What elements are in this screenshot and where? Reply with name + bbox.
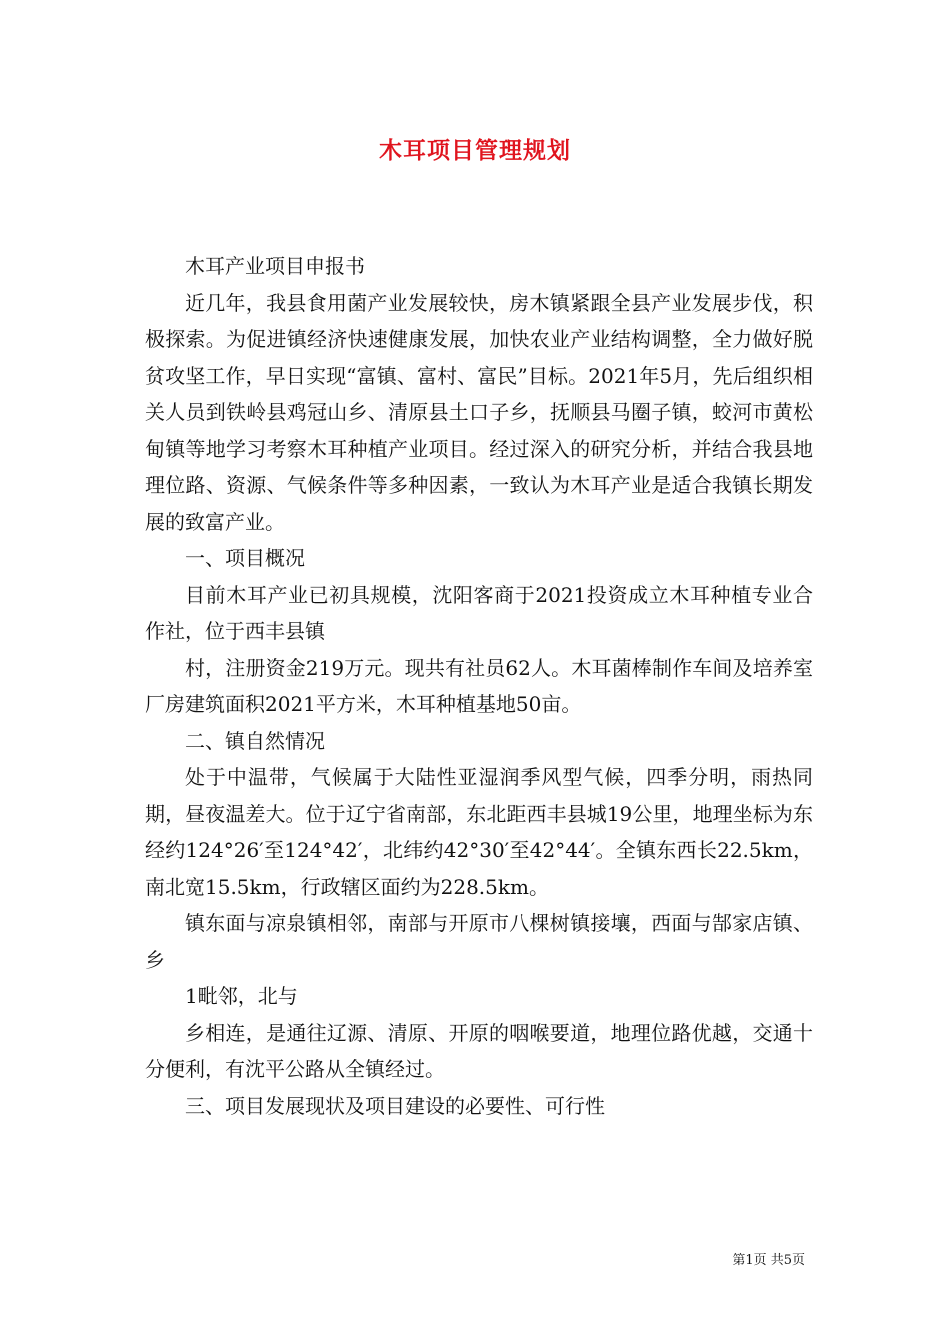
section-heading-natural: 二、镇自然情况 <box>185 728 325 753</box>
paragraph-intro: 近几年，我县食用菌产业发展较快，房木镇紧跟全县产业发展步伐，积极探索。为促进镇经济快速健康发展，加快农业产业结构调整，全力做好脱贫攻坚工作，早日实现“富镇、富村、富民”目标。2021年5月，先后组织相关人员到铁岭县鸡冠山乡、清原县土口子乡，抚顺县马圈子镇，蛟河市黄松甸镇等地学习考察木耳种植产业项目。经过深入的研究分析，并结合我县地理位路、资源、气候条件等多种因素，一致认为木耳产业是适合我镇长期发展的致富产业。 <box>145 290 813 534</box>
page-number: 第1页 共5页 <box>732 1253 805 1268</box>
page-title: 木耳项目管理规划 <box>379 137 571 164</box>
paragraph-subtitle: 木耳产业项目申报书 <box>185 254 365 278</box>
paragraph-overview-1: 目前木耳产业已初具规模，沈阳客商于2021投资成立木耳种植专业合作社，位于西丰县镇 <box>145 582 813 643</box>
document-body <box>145 248 813 1124</box>
section-heading-status: 三、项目发展现状及项目建设的必要性、可行性 <box>185 1093 605 1118</box>
paragraph-natural-4: 乡相连，是通往辽源、清原、开原的咽喉要道，地理位路优越，交通十分便利，有沈平公路从全镇经过。 <box>145 1020 813 1081</box>
paragraph-natural-3: 1毗邻，北与 <box>185 984 298 1008</box>
paragraph-natural-1: 处于中温带，气候属于大陆性亚湿润季风型气候，四季分明，雨热同期，昼夜温差大。位于辽宁省南部，东北距西丰县城19公里，地理坐标为东经约124°26′至124°42′，北纬约42°30′至42°44′。全镇东西长22.5km，南北宽15.5km，行政辖区面约为228.5km。 <box>145 765 813 899</box>
paragraph-natural-2: 镇东面与凉泉镇相邻，南部与开原市八棵树镇接壤，西面与郜家店镇、乡 <box>145 911 813 972</box>
section-heading-overview: 一、项目概况 <box>185 546 305 570</box>
paragraph-overview-2: 村，注册资金219万元。现共有社员62人。木耳菌棒制作车间及培养室厂房建筑面积2021平方米，木耳种植基地50亩。 <box>145 655 813 716</box>
